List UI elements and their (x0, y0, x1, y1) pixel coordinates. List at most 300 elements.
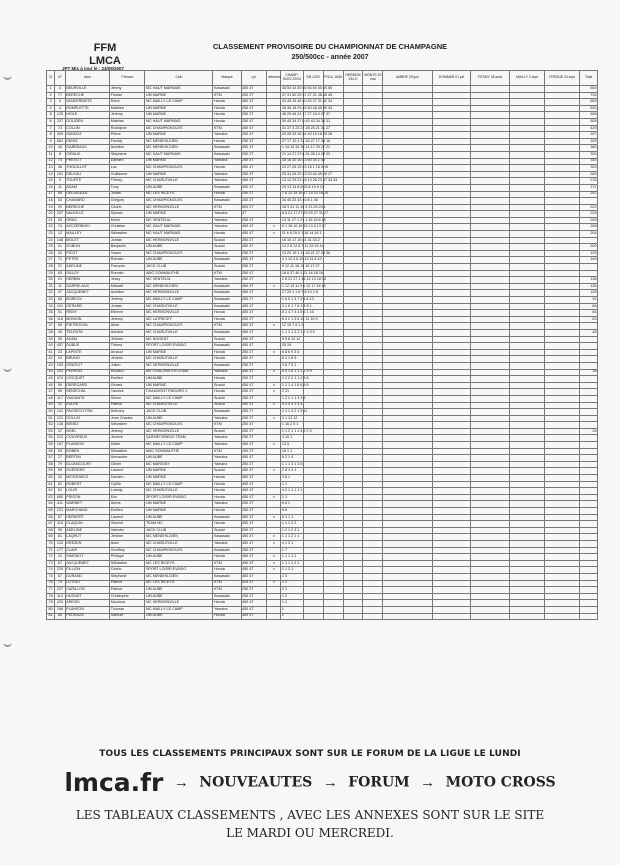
table-cell (471, 554, 510, 561)
table-row (47, 250, 598, 257)
table-cell (509, 382, 544, 389)
table-row (47, 501, 598, 508)
table-cell: François (110, 264, 145, 271)
table-cell: 48 (47, 395, 55, 402)
table-cell (580, 343, 598, 350)
table-row (47, 257, 598, 264)
table-cell: MC CHAMPIGNOLES (145, 165, 213, 172)
table-cell: Yamaha (213, 211, 241, 218)
table-cell (343, 217, 363, 224)
table-cell: 6 4 1 1 (281, 514, 303, 521)
table-cell: 450 4T (241, 86, 267, 93)
table-cell: 103 (55, 369, 66, 376)
table-cell (471, 468, 510, 475)
table-cell (580, 494, 598, 501)
table-cell (363, 580, 383, 587)
table-cell (509, 356, 544, 363)
table-cell: SIMONOT (65, 554, 110, 561)
table-cell (509, 488, 544, 495)
table-cell (580, 237, 598, 244)
table-cell (545, 514, 580, 521)
table-cell: MC HERMONVILLE (145, 204, 213, 211)
table-cell: Kawasaki (213, 362, 241, 369)
table-cell (363, 409, 383, 416)
table-cell (545, 277, 580, 284)
table-cell: UM MARNE (145, 508, 213, 515)
table-cell: Kévin (110, 217, 145, 224)
table-cell: 250 2T (241, 435, 267, 442)
table-cell: 6 6 1 (281, 501, 303, 508)
table-cell: MC VENTEUIL (145, 217, 213, 224)
table-cell (267, 178, 281, 185)
table-cell (383, 395, 432, 402)
table-cell (363, 435, 383, 442)
table-cell (383, 455, 432, 462)
table-cell (303, 389, 323, 396)
table-cell: 222 (580, 204, 598, 211)
table-row (47, 600, 598, 607)
table-cell (471, 125, 510, 132)
table-cell (545, 237, 580, 244)
table-cell: Yamaha (213, 540, 241, 547)
table-cell: Jimmy (110, 86, 145, 93)
table-cell: DREZEN (65, 540, 110, 547)
column-header: N° (55, 71, 66, 86)
table-cell: MC NOGENT (145, 336, 213, 343)
table-cell (383, 310, 432, 317)
table-cell: DUJANCOURT (65, 461, 110, 468)
table-row (47, 422, 598, 429)
table-cell (303, 435, 323, 442)
table-cell (267, 600, 281, 607)
table-cell: 23 (47, 231, 55, 238)
table-cell (432, 138, 471, 145)
table-cell (471, 428, 510, 435)
table-cell (432, 165, 471, 172)
table-cell (509, 527, 544, 534)
table-cell (363, 86, 383, 93)
table-cell: 1 1 1 3 1 3 5 (281, 461, 303, 468)
table-row (47, 481, 598, 488)
table-cell (545, 488, 580, 495)
table-cell (432, 191, 471, 198)
table-cell: 21 14 27 27 8 34 28 14 29 23 (281, 151, 303, 158)
table-cell: 209 (580, 217, 598, 224)
table-cell: 12 15 7 6 1 2 (281, 323, 303, 330)
table-cell (363, 461, 383, 468)
table-row (47, 336, 598, 343)
table-cell: Yamaha (213, 415, 241, 422)
table-cell (432, 521, 471, 528)
table-cell (343, 409, 363, 416)
table-cell (545, 613, 580, 620)
table-cell: 28 (47, 264, 55, 271)
table-cell: Alexandre (110, 455, 145, 462)
table-cell (545, 171, 580, 178)
table-cell: Jordan (110, 303, 145, 310)
table-cell (471, 297, 510, 304)
table-cell: 250 2T (241, 151, 267, 158)
table-cell: Yannick (110, 389, 145, 396)
table-cell: 78 (47, 593, 55, 600)
table-cell (343, 475, 363, 482)
table-cell: BERECHE (65, 92, 110, 99)
table-cell: 7 (47, 125, 55, 132)
table-cell: 1 1 (281, 494, 303, 501)
table-cell (383, 494, 432, 501)
table-cell: 25 19 (281, 343, 303, 350)
table-cell: COUVREUX (65, 435, 110, 442)
table-cell (343, 415, 363, 422)
table-cell: 2 2 (281, 580, 303, 587)
table-cell: MICKIEWICZ (65, 475, 110, 482)
table-cell (343, 567, 363, 574)
table-cell (343, 99, 363, 106)
table-cell (363, 389, 383, 396)
table-cell: MC HERMONVILLE (145, 600, 213, 607)
table-cell: Jérémy (110, 297, 145, 304)
table-cell: 125 (55, 112, 66, 119)
table-cell (267, 448, 281, 455)
table-cell (363, 303, 383, 310)
table-cell: 177 (55, 547, 66, 554)
table-cell: 31 (47, 283, 55, 290)
table-cell (545, 587, 580, 594)
table-cell (323, 204, 343, 211)
table-cell (267, 461, 281, 468)
table-cell (323, 547, 343, 554)
table-cell (545, 86, 580, 93)
table-cell: Yamaha (213, 132, 241, 139)
table-cell: 450 4T (241, 600, 267, 607)
table-cell (580, 435, 598, 442)
table-row (47, 606, 598, 613)
table-cell: 193 (55, 362, 66, 369)
table-cell (545, 600, 580, 607)
table-cell: 250 2T (241, 362, 267, 369)
table-row (47, 224, 598, 231)
table-row (47, 362, 598, 369)
table-cell (363, 468, 383, 475)
table-cell: 250 2T (241, 112, 267, 119)
column-header: Marque (213, 71, 241, 86)
table-cell (363, 290, 383, 297)
table-cell (267, 99, 281, 106)
table-cell (509, 547, 544, 554)
table-cell (471, 244, 510, 251)
table-cell: 38 36 18 29 45 40 48 45 40 43 (281, 105, 303, 112)
table-cell (343, 105, 363, 112)
table-cell: VANDERBISTE (65, 99, 110, 106)
table-cell (580, 468, 598, 475)
table-cell (545, 593, 580, 600)
table-cell: Tony (110, 184, 145, 191)
table-cell (545, 455, 580, 462)
table-cell (303, 587, 323, 594)
table-cell: 31 (55, 244, 66, 251)
table-cell (343, 376, 363, 383)
table-cell: 250 4T (241, 158, 267, 165)
table-cell: v (267, 415, 281, 422)
table-cell: 250 2T (241, 428, 267, 435)
table-cell (343, 86, 363, 93)
table-cell (432, 105, 471, 112)
column-header: Cl (47, 71, 55, 86)
table-cell (432, 527, 471, 534)
table-cell (363, 204, 383, 211)
table-cell: 500 2T (241, 204, 267, 211)
table-cell: 6 1 4 7 4 4 5 6 1 16 (281, 310, 303, 317)
table-row (47, 455, 598, 462)
table-row (47, 580, 598, 587)
table-cell: WARNET (65, 501, 110, 508)
table-cell (432, 409, 471, 416)
table-cell (303, 475, 323, 482)
table-cell (580, 508, 598, 515)
table-cell: 69 (47, 534, 55, 541)
table-cell: Gérard (110, 382, 145, 389)
table-cell (383, 165, 432, 172)
table-cell (471, 138, 510, 145)
table-cell (267, 86, 281, 93)
table-cell (471, 461, 510, 468)
table-cell (343, 316, 363, 323)
table-cell: Grégory (110, 198, 145, 205)
table-cell (580, 270, 598, 277)
table-cell: 16 1 1 (281, 448, 303, 455)
table-cell (363, 277, 383, 284)
table-cell (363, 362, 383, 369)
table-cell: 450 4T (241, 145, 267, 152)
table-cell: Mathieu (110, 105, 145, 112)
table-cell (545, 389, 580, 396)
table-cell: 34 40 23 43 40 8 1 40 (281, 198, 303, 205)
table-cell: 196 (55, 606, 66, 613)
table-cell: 450 4T (241, 573, 267, 580)
page-title: CLASSEMENT PROVISOIRE DU CHAMPIONNAT DE CHAMPAGNE (212, 42, 448, 51)
table-cell: 5 3 4 3 1 4 4 (281, 402, 303, 409)
table-cell: Christophe (110, 593, 145, 600)
table-cell (267, 428, 281, 435)
table-cell: Vincent (110, 521, 145, 528)
table-cell (471, 151, 510, 158)
table-cell: 2 8 21 17 1 16 12 13 18 13 (281, 277, 303, 284)
table-cell: KTM (213, 560, 241, 567)
table-cell (580, 547, 598, 554)
table-cell: 70 (55, 158, 66, 165)
table-cell (383, 534, 432, 541)
table-cell (343, 198, 363, 205)
table-row (47, 389, 598, 396)
table-cell (509, 151, 544, 158)
table-cell (432, 112, 471, 119)
table-cell: 450 4T (241, 567, 267, 574)
table-cell (509, 237, 544, 244)
table-row (47, 560, 598, 567)
table-cell (303, 540, 323, 547)
table-row (47, 527, 598, 534)
table-cell (509, 554, 544, 561)
table-cell: 1 (281, 606, 303, 613)
table-cell: MC HAUT MARNAIS (145, 151, 213, 158)
table-cell: BERECHE (65, 204, 110, 211)
table-cell (343, 178, 363, 185)
table-cell (432, 560, 471, 567)
table-cell: 59 (55, 382, 66, 389)
table-cell (383, 593, 432, 600)
table-cell: THOUILLOT (65, 165, 110, 172)
table-cell: 53 (55, 198, 66, 205)
table-cell (471, 257, 510, 264)
table-cell (343, 231, 363, 238)
table-cell (363, 257, 383, 264)
table-cell (343, 323, 363, 330)
table-cell: 450 4T (241, 606, 267, 613)
table-cell (343, 508, 363, 515)
table-cell: 654 (580, 86, 598, 93)
table-cell: Honda (213, 494, 241, 501)
table-cell: 450 4T (241, 468, 267, 475)
table-cell (383, 415, 432, 422)
table-row (47, 303, 598, 310)
table-cell: v (267, 369, 281, 376)
table-cell: 193 (580, 250, 598, 257)
table-cell: 1 1 2 1 1 1 4 3 2 3 (281, 428, 303, 435)
table-cell (383, 316, 432, 323)
table-cell: UM AUBE (145, 244, 213, 251)
table-cell (303, 455, 323, 462)
table-cell (323, 316, 343, 323)
table-cell: 81 (47, 613, 55, 620)
table-cell (267, 343, 281, 350)
table-cell: BRUNO (65, 356, 110, 363)
table-cell: 146 (55, 422, 66, 429)
table-cell (432, 217, 471, 224)
table-cell (267, 132, 281, 139)
table-cell: 80 (47, 606, 55, 613)
table-cell (471, 395, 510, 402)
table-cell (383, 184, 432, 191)
table-cell: GALOY (65, 270, 110, 277)
table-cell: MC HAUT MARNAIS (145, 86, 213, 93)
table-cell (383, 356, 432, 363)
table-cell (363, 343, 383, 350)
table-cell: Jérôme (110, 435, 145, 442)
table-cell (363, 244, 383, 251)
table-cell (343, 244, 363, 251)
table-cell: KTM (213, 580, 241, 587)
table-cell (267, 92, 281, 99)
table-row (47, 316, 598, 323)
table-cell: MC MAILLY LE CAMP (145, 395, 213, 402)
table-cell: MC CHARLEVILLE (145, 303, 213, 310)
table-cell: 51 (47, 415, 55, 422)
table-cell: Richard (110, 369, 145, 376)
table-cell (363, 231, 383, 238)
table-cell: 46 (47, 382, 55, 389)
table-cell (323, 349, 343, 356)
table-cell (545, 382, 580, 389)
table-cell (323, 501, 343, 508)
table-cell: v (267, 494, 281, 501)
table-cell: 1 7 (281, 547, 303, 554)
table-cell (580, 382, 598, 389)
table-cell: Julien (110, 362, 145, 369)
column-header: MAILLY 2 sept (509, 71, 544, 86)
table-cell: 47 (55, 290, 66, 297)
table-cell (383, 264, 432, 271)
table-cell (363, 264, 383, 271)
table-cell (509, 600, 544, 607)
table-cell (509, 389, 544, 396)
table-row (47, 171, 598, 178)
table-cell: KTM (213, 270, 241, 277)
table-cell: 79 (47, 600, 55, 607)
table-cell (383, 600, 432, 607)
table-cell (471, 514, 510, 521)
table-cell: 45 (47, 376, 55, 383)
table-cell: Jordan (110, 237, 145, 244)
table-cell (432, 475, 471, 482)
table-cell: 25 (47, 244, 55, 251)
table-cell: 19 (47, 204, 55, 211)
table-cell: 659 (580, 99, 598, 106)
table-cell (509, 376, 544, 383)
table-cell: 276 (580, 178, 598, 185)
table-cell (509, 244, 544, 251)
table-cell (471, 402, 510, 409)
table-cell (509, 138, 544, 145)
table-cell (509, 514, 544, 521)
table-cell (509, 329, 544, 336)
table-cell: 67 (47, 521, 55, 528)
table-cell: ADAM (65, 184, 110, 191)
table-cell: BOBEN (65, 448, 110, 455)
table-cell: Suzuki (213, 395, 241, 402)
table-cell (432, 349, 471, 356)
table-cell (363, 448, 383, 455)
table-cell (509, 297, 544, 304)
table-cell: Yamaha (213, 178, 241, 185)
table-cell (471, 211, 510, 218)
table-cell (383, 178, 432, 185)
table-cell: Yamaha (213, 250, 241, 257)
table-cell (383, 323, 432, 330)
table-cell: 37 (47, 323, 55, 330)
table-cell (343, 112, 363, 119)
table-cell: 29 28 29 18 34 40 16 18 29 28 (281, 132, 303, 139)
table-cell (471, 501, 510, 508)
table-cell (383, 468, 432, 475)
table-cell: 27 (55, 455, 66, 462)
table-cell: 2 1 (281, 587, 303, 594)
table-cell: 36 (55, 165, 66, 172)
table-cell: Suzuki (213, 428, 241, 435)
table-cell (267, 362, 281, 369)
table-cell (343, 560, 363, 567)
table-cell: Mouloud (110, 600, 145, 607)
table-cell (363, 428, 383, 435)
table-cell (343, 250, 363, 257)
site-notice (0, 806, 620, 842)
table-cell: AZCZERBOKI (65, 224, 110, 231)
table-cell (432, 224, 471, 231)
table-cell (509, 369, 544, 376)
table-cell (267, 587, 281, 594)
table-cell: UM MARNE (145, 92, 213, 99)
table-cell (383, 349, 432, 356)
table-cell: 8 2 1 4 (281, 455, 303, 462)
